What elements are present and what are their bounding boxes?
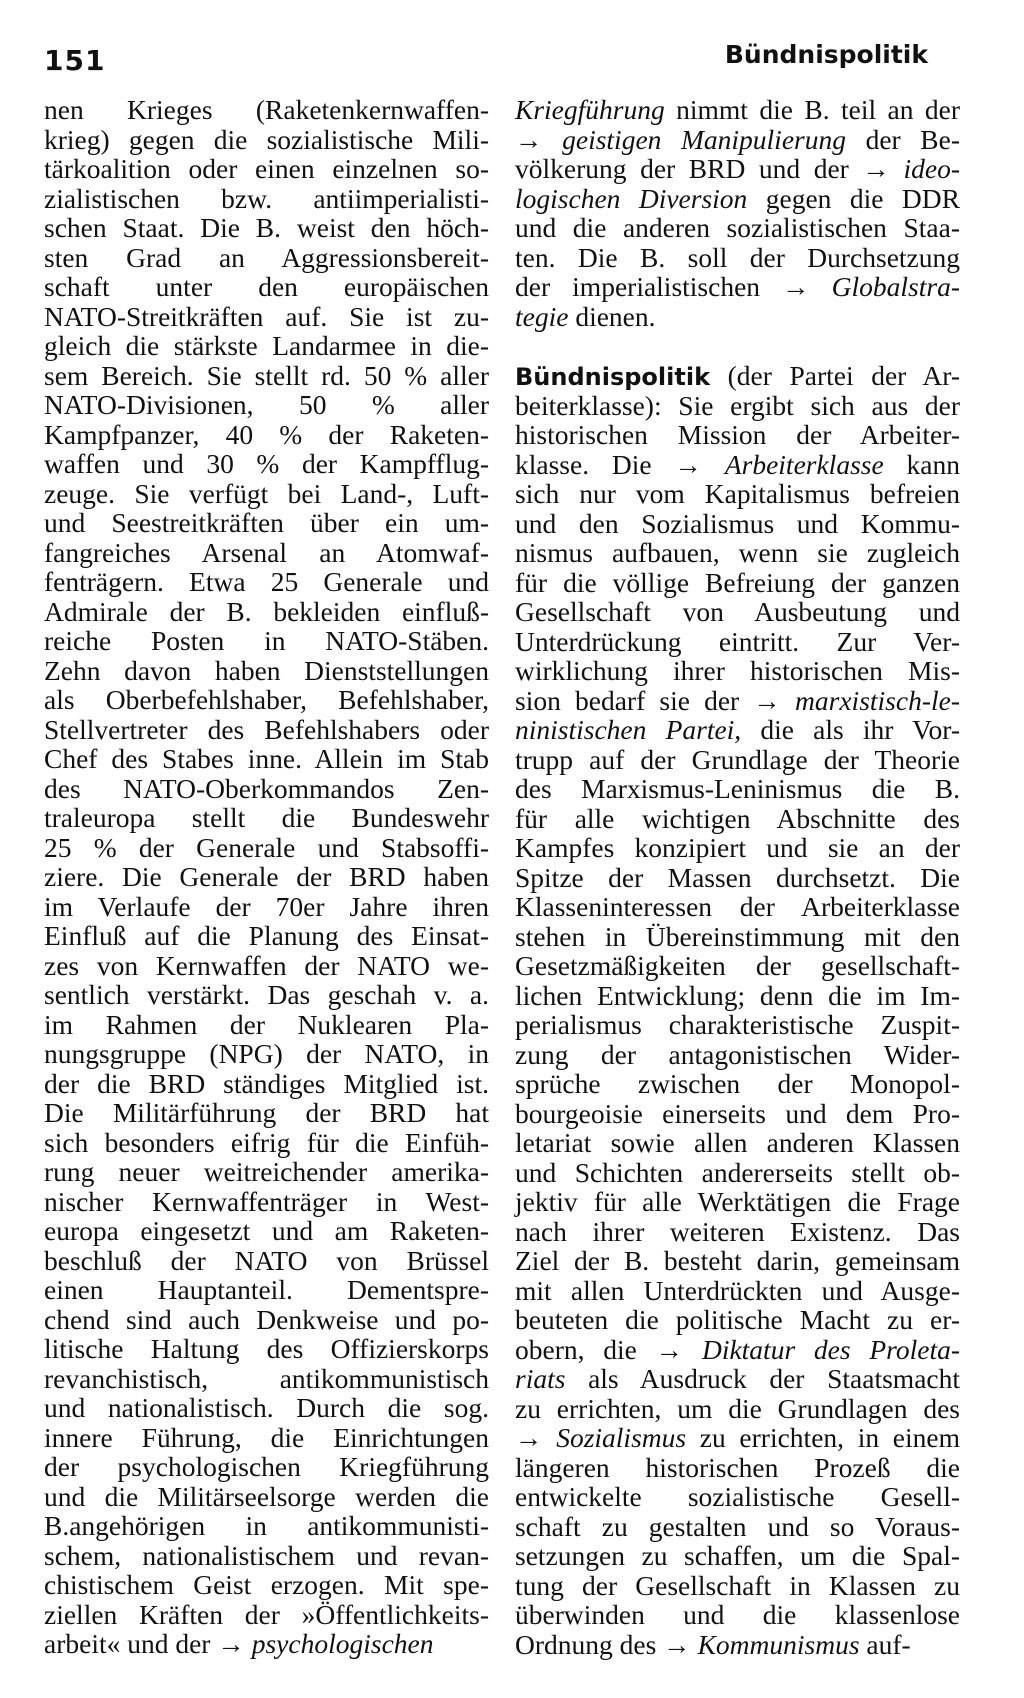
text-line <box>515 804 960 834</box>
cross-reference-text: riats <box>515 1363 566 1394</box>
text-segment: zu errichten, in einem <box>686 1422 960 1453</box>
text-segment: ziellen Kräften der »Öffentlichkeits- <box>44 1598 489 1630</box>
text-line <box>515 1335 960 1365</box>
text-line <box>44 1157 489 1187</box>
text-segment: Unterdrückung eintritt. Zur Ver- <box>515 625 960 657</box>
text-segment: rung neuer weitreichender amerika- <box>44 1156 489 1187</box>
text-line <box>515 213 960 243</box>
text-segment: innere Führung, die Einrichtungen <box>44 1421 489 1453</box>
text-segment: 25 % der Generale und Stabsoffi- <box>44 831 489 863</box>
text-segment: jektiv für alle Werktätigen die Frage <box>515 1186 960 1217</box>
text-line <box>44 1246 489 1276</box>
text-line <box>44 95 489 125</box>
text-line <box>515 774 960 804</box>
text-segment: nischer Kernwaffenträger in West- <box>44 1185 489 1217</box>
text-segment: wirklichung ihrer historischen Mis- <box>515 655 960 686</box>
text-line <box>515 1069 960 1099</box>
text-segment: und Seestreitkräften über ein um- <box>44 507 489 538</box>
text-segment: gegen die DDR <box>747 182 960 214</box>
cross-reference-text: geistigen Manipulierung <box>562 123 846 155</box>
text-segment: chend sind auch Denkweise und po- <box>44 1303 489 1335</box>
text-segment: Klasseninteressen der Arbeiterklasse <box>515 891 960 922</box>
text-segment: tärkoalition oder einen einzelnen so- <box>44 153 489 184</box>
text-line <box>515 1394 960 1424</box>
text-segment: Kampfes konzipiert und sie an der <box>515 832 960 863</box>
text-line <box>44 1305 489 1335</box>
text-segment: der imperialistischen → <box>515 271 832 302</box>
text-segment: einen Hauptanteil. Dementspre- <box>44 1274 489 1305</box>
text-line <box>515 1541 960 1571</box>
cross-reference-text: Arbeiterklasse <box>724 448 884 480</box>
text-line <box>515 1453 960 1483</box>
text-line <box>44 538 489 568</box>
text-segment: sich nur vom Kapitalismus befreien <box>515 478 960 509</box>
text-line <box>515 568 960 598</box>
text-segment: und die anderen sozialistischen Staa- <box>515 212 960 243</box>
text-line <box>44 272 489 302</box>
text-segment: klasse. Die → <box>515 448 725 480</box>
text-line <box>44 1393 489 1423</box>
text-line <box>44 1187 489 1217</box>
cross-reference-text: ideo- <box>903 153 960 184</box>
text-segment: schaft zu gestalten und so Voraus- <box>515 1510 960 1542</box>
text-segment: arbeit« und der → <box>44 1628 252 1659</box>
text-line <box>44 921 489 951</box>
text-segment: der die BRD ständiges Mitglied ist. <box>44 1067 489 1099</box>
text-line <box>515 686 960 716</box>
text-segment: setzungen zu schaffen, um die Spal- <box>515 1540 960 1571</box>
text-line <box>44 656 489 686</box>
text-segment: NATO-Streitkräften auf. Sie ist zu- <box>44 300 489 332</box>
text-line <box>515 1423 960 1453</box>
text-segment: fenträgern. Etwa 25 Generale und <box>44 566 489 597</box>
text-line <box>515 479 960 509</box>
text-segment: schaft unter den europäischen <box>44 271 489 302</box>
text-line <box>44 803 489 833</box>
text-line <box>44 626 489 656</box>
text-line <box>44 508 489 538</box>
text-line <box>515 1482 960 1512</box>
text-line <box>44 1541 489 1571</box>
text-segment: der Be- <box>845 123 960 155</box>
text-segment: → <box>515 123 563 155</box>
text-segment: überwinden und die klassenlose <box>515 1599 960 1630</box>
text-line <box>515 95 960 125</box>
text-line <box>44 1039 489 1069</box>
text-line <box>515 243 960 273</box>
text-segment: traleuropa stellt die Bundeswehr <box>44 802 489 833</box>
text-segment: zeuge. Sie verfügt bei Land-, Luft- <box>44 477 489 509</box>
text-segment: sten Grad an Aggressionsbereit- <box>44 241 489 273</box>
text-segment: sentlich verstärkt. Das geschah v. a. <box>44 979 489 1010</box>
text-line <box>44 1128 489 1158</box>
text-segment: nismus aufbauen, wenn sie zugleich <box>515 537 960 568</box>
text-line <box>44 715 489 745</box>
text-segment: krieg) gegen die sozialistische Mili- <box>44 123 489 155</box>
text-line <box>44 184 489 214</box>
text-line <box>515 981 960 1011</box>
text-segment: europa eingesetzt und am Raketen- <box>44 1215 489 1246</box>
text-line <box>515 627 960 657</box>
text-segment: längeren historischen Prozeß die <box>515 1451 960 1483</box>
text-segment: nach ihrer weiteren Existenz. Das <box>515 1215 960 1247</box>
text-segment: stehen in Übereinstimmung mit den <box>515 920 960 952</box>
text-line <box>44 1452 489 1482</box>
text-segment: Admirale der B. bekleiden einfluß- <box>44 595 489 627</box>
text-segment: im Rahmen der Nuklearen Pla- <box>44 1008 489 1040</box>
text-line <box>44 1629 489 1659</box>
text-line <box>515 272 960 302</box>
text-segment: Ordnung des → <box>515 1628 698 1660</box>
text-segment: die als ihr Vor- <box>741 714 960 745</box>
text-line <box>44 567 489 597</box>
text-segment: entwickelte sozialistische Gesell- <box>515 1481 960 1512</box>
entry-headword: Bündnispolitik <box>515 363 711 391</box>
text-line <box>44 862 489 892</box>
text-segment: und nationalistisch. Durch die sog. <box>44 1392 489 1423</box>
text-segment: sion bedarf sie der → <box>515 684 796 716</box>
text-line <box>515 922 960 952</box>
cross-reference-text: tegie <box>515 300 569 332</box>
text-line <box>44 892 489 922</box>
text-line <box>515 154 960 184</box>
text-line <box>44 479 489 509</box>
text-line <box>515 420 960 450</box>
cross-reference-text: logischen Diversion <box>515 182 748 214</box>
text-segment: Ziel der B. besteht darin, gemeinsam <box>515 1245 960 1276</box>
text-segment: kann <box>883 448 960 480</box>
cross-reference-text: marxistisch-le- <box>795 684 960 716</box>
text-line <box>515 656 960 686</box>
text-line <box>515 892 960 922</box>
left-text-column <box>44 95 489 1659</box>
text-segment: im Verlaufe der 70er Jahre ihren <box>44 890 489 922</box>
text-line <box>515 951 960 981</box>
text-segment: Chef des Stabes inne. Allein im Stab <box>44 743 489 774</box>
text-line <box>44 331 489 361</box>
text-segment: chistischem Geist erzogen. Mit spe- <box>44 1569 489 1600</box>
text-segment: sem Bereich. Sie stellt rd. 50 % aller <box>44 359 489 391</box>
text-line <box>515 1040 960 1070</box>
text-line <box>515 597 960 627</box>
text-segment: letariat sowie allen anderen Klassen <box>515 1127 960 1158</box>
text-segment: Gesellschaft von Ausbeutung und <box>515 596 960 627</box>
text-segment: lichen Entwicklung; denn die im Im- <box>515 979 960 1011</box>
cross-reference-text: Kommunismus <box>697 1628 860 1660</box>
text-line <box>44 1069 489 1099</box>
text-segment: Gesetzmäßigkeiten der gesellschaft- <box>515 950 960 981</box>
text-line <box>44 1010 489 1040</box>
text-segment: zes von Kernwaffen der NATO we- <box>44 949 489 981</box>
text-segment: und Schichten andererseits stellt ob- <box>515 1156 960 1188</box>
text-line <box>44 449 489 479</box>
text-line <box>515 1010 960 1040</box>
text-line <box>515 1630 960 1660</box>
text-segment: gleich die stärkste Landarmee in die- <box>44 330 489 361</box>
text-segment: und die Militärseelsorge werden die <box>44 1480 489 1512</box>
cross-reference-text: Globalstra- <box>831 271 960 302</box>
text-segment: beschluß der NATO von Brüssel <box>44 1244 489 1276</box>
text-line <box>515 1364 960 1394</box>
text-segment: historischen Mission der Arbeiter- <box>515 419 960 450</box>
cross-reference-text: Sozialismus <box>556 1422 687 1453</box>
text-segment: trupp auf der Grundlage der Theorie <box>515 743 960 775</box>
cross-reference-text: psychologischen <box>251 1628 434 1659</box>
text-segment: des NATO-Oberkommandos Zen- <box>44 772 489 804</box>
text-line <box>515 184 960 214</box>
text-segment: Spitze der Massen durchsetzt. Die <box>515 861 960 893</box>
text-segment: obern, die → <box>515 1333 702 1365</box>
cross-reference-text: ninistischen Partei, <box>515 714 742 745</box>
text-line <box>44 154 489 184</box>
text-line <box>515 450 960 480</box>
text-line <box>515 1246 960 1276</box>
text-segment: beiterklasse): Sie ergibt sich aus der <box>515 389 960 421</box>
text-segment: bourgeoisie einerseits und dem Pro- <box>515 1097 960 1129</box>
text-segment: zialistischen bzw. antiimperialisti- <box>44 182 489 214</box>
text-line <box>44 361 489 391</box>
text-segment: nungsgruppe (NPG) der NATO, in <box>44 1038 489 1069</box>
cross-reference-text: Diktatur des Proleta- <box>701 1333 960 1365</box>
text-line <box>515 745 960 775</box>
text-segment: Zehn davon haben Dienststellungen <box>44 654 489 686</box>
right-text-column <box>515 95 960 1659</box>
text-line <box>44 951 489 981</box>
text-line <box>44 980 489 1010</box>
text-segment: NATO-Divisionen, 50 % aller <box>44 389 489 420</box>
text-segment: tung der Gesellschaft in Klassen zu <box>515 1569 960 1601</box>
text-line <box>515 1276 960 1306</box>
text-line <box>44 1364 489 1394</box>
text-segment: (der Partei der Ar- <box>710 360 960 391</box>
text-segment: zung der antagonistischen Wider- <box>515 1038 960 1070</box>
text-segment: nimmt die B. teil an der <box>664 94 960 125</box>
text-line <box>44 1600 489 1630</box>
page-number: 151 <box>44 44 106 77</box>
text-segment: der psychologischen Kriegführung <box>44 1451 489 1482</box>
text-segment: als Ausdruck der Staatsmacht <box>565 1363 960 1394</box>
text-segment: Kampfpanzer, 40 % der Raketen- <box>44 418 489 450</box>
text-line <box>515 361 960 391</box>
text-segment: reiche Posten in NATO-Stäben. <box>44 625 489 656</box>
text-segment: schen Staat. Die B. weist den höch- <box>44 212 489 243</box>
text-line <box>44 744 489 774</box>
text-segment: ziere. Die Generale der BRD haben <box>44 861 489 892</box>
text-segment: beuteten die politische Macht zu er- <box>515 1304 960 1335</box>
text-line <box>515 1305 960 1335</box>
text-segment: mit allen Unterdrückten und Ausge- <box>515 1274 960 1306</box>
text-segment: B.angehörigen in antikommunisti- <box>44 1510 489 1541</box>
text-segment: schem, nationalistischem und revan- <box>44 1539 489 1571</box>
text-segment: für die völlige Befreiung der ganzen <box>515 566 960 598</box>
text-line <box>515 125 960 155</box>
text-line <box>44 597 489 627</box>
text-segment: und den Sozialismus und Kommu- <box>515 507 960 539</box>
text-line <box>515 302 960 332</box>
text-line <box>44 125 489 155</box>
text-line <box>515 391 960 421</box>
text-segment: nen Krieges (Raketenkernwaffen- <box>44 94 489 125</box>
text-line <box>515 509 960 539</box>
text-line <box>515 1158 960 1188</box>
text-segment: des Marxismus-Leninismus die B. <box>515 773 960 804</box>
text-segment: Die Militärführung der BRD hat <box>44 1097 489 1128</box>
text-line <box>44 685 489 715</box>
text-line <box>515 1217 960 1247</box>
text-line <box>44 1511 489 1541</box>
text-line <box>44 1423 489 1453</box>
text-segment: perialismus charakteristische Zuspit- <box>515 1009 960 1040</box>
text-line <box>44 243 489 273</box>
text-segment: waffen und 30 % der Kampfflug- <box>44 448 489 479</box>
text-segment: Stellvertreter des Befehlshabers oder <box>44 713 489 745</box>
text-line <box>515 833 960 863</box>
text-line <box>44 774 489 804</box>
text-line <box>44 302 489 332</box>
running-head: Bündnispolitik <box>724 40 928 69</box>
text-line <box>44 1334 489 1364</box>
text-line <box>515 538 960 568</box>
text-segment: auf- <box>859 1628 911 1660</box>
text-line <box>44 1098 489 1128</box>
text-line <box>515 1600 960 1630</box>
text-segment: fangreiches Arsenal an Atomwaf- <box>44 536 489 568</box>
text-line <box>44 390 489 420</box>
text-segment: als Oberbefehlshaber, Befehlshaber, <box>44 684 489 715</box>
text-segment: ten. Die B. soll der Durchsetzung <box>515 241 960 273</box>
text-line <box>44 833 489 863</box>
text-line <box>44 1216 489 1246</box>
text-line <box>515 715 960 745</box>
text-line <box>44 1275 489 1305</box>
text-segment: revanchistisch, antikommunistisch <box>44 1362 489 1394</box>
text-segment: sprüche zwischen der Monopol- <box>515 1068 960 1099</box>
text-segment: litische Haltung des Offizierskorps <box>44 1333 489 1364</box>
text-segment: völkerung der BRD und der → <box>515 153 904 184</box>
cross-reference-text: Kriegführung <box>515 94 665 125</box>
text-line <box>515 1512 960 1542</box>
text-segment: sich besonders eifrig für die Einfüh- <box>44 1126 489 1158</box>
text-segment: dienen. <box>568 300 656 332</box>
text-line <box>44 1482 489 1512</box>
text-segment: Einfluß auf die Planung des Einsat- <box>44 920 489 951</box>
text-segment: zu errichten, um die Grundlagen des <box>515 1392 960 1424</box>
text-line <box>515 1128 960 1158</box>
text-segment: → <box>515 1422 557 1453</box>
text-line <box>44 213 489 243</box>
text-line <box>515 863 960 893</box>
text-line <box>515 1187 960 1217</box>
text-segment: für alle wichtigen Abschnitte des <box>515 802 960 834</box>
text-line <box>44 1570 489 1600</box>
text-line <box>515 1099 960 1129</box>
text-line <box>515 1571 960 1601</box>
text-line <box>44 420 489 450</box>
